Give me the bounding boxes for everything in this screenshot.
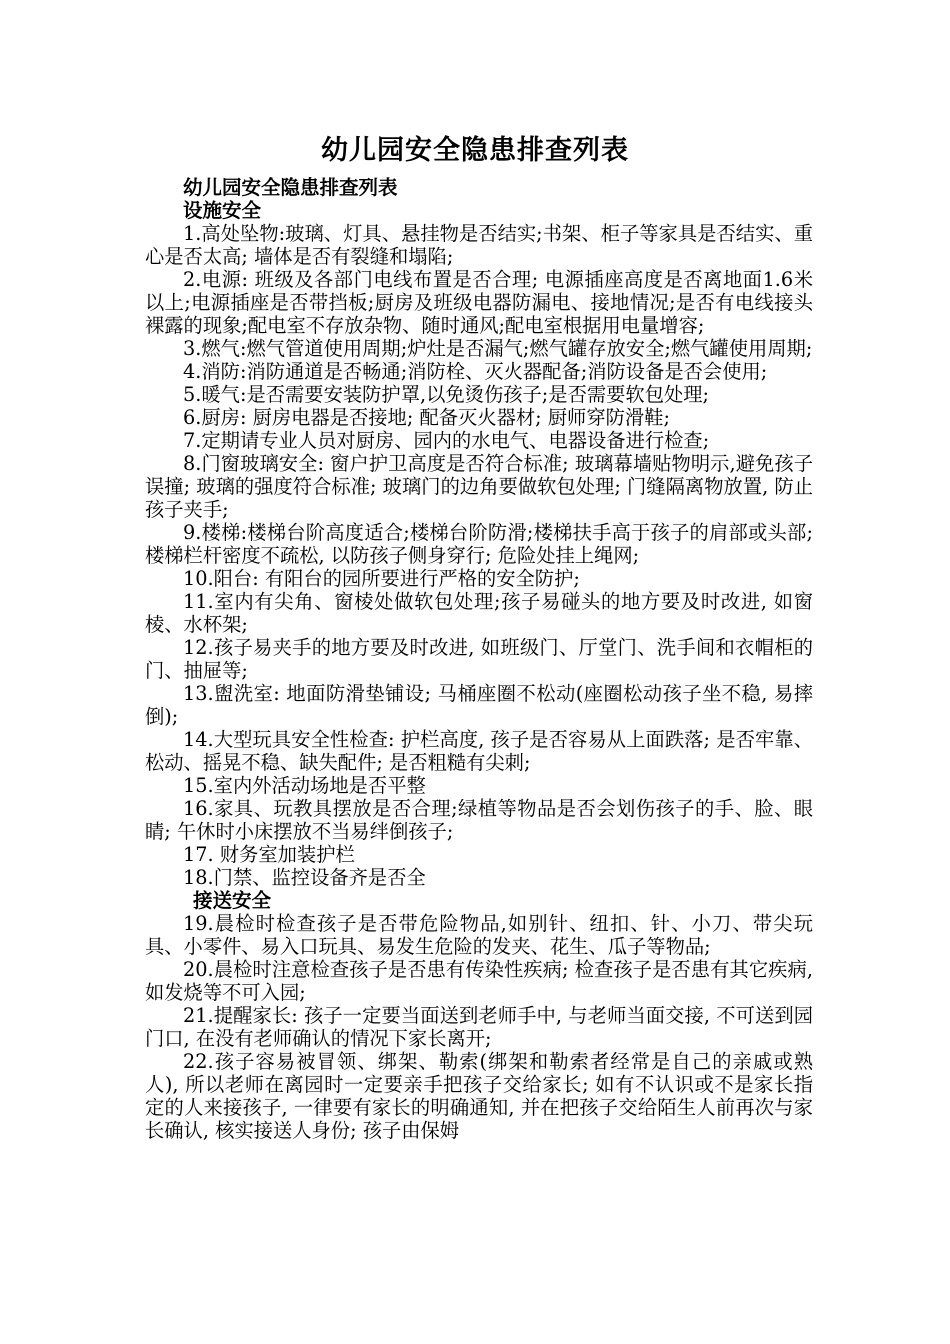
list-item: 15.室内外活动场地是否平整 — [183, 774, 426, 797]
list-item: 10.阳台: 有阳台的园所要进行严格的安全防护; — [183, 567, 580, 590]
section-heading-pickup-safety: 接送安全 — [193, 889, 272, 912]
list-item: 4.消防:消防通道是否畅通;消防栓、灭火器配备;消防设备是否会使用; — [183, 360, 768, 383]
list-item: 22.孩子容易被冒领、绑架、勒索(绑架和勒索者经常是自己的亲戚或熟人), 所以老师在离园时一定要亲手把孩子交给家长; 如有不认识或不是家长指定的人来接孩子, 一律要有家长的明确通知, 并在把孩子交给陌生人前再次与家长确认, 核实接送人身份; 孩子由保姆 — [145, 1050, 813, 1142]
list-item: 20.晨检时注意检查孩子是否患有传染性疾病; 检查孩子是否患有其它疾病, 如发烧等不可入园; — [145, 958, 813, 1004]
document-title: 幼儿园安全隐患排查列表 — [321, 135, 629, 166]
list-item: 2.电源: 班级及各部门电线布置是否合理; 电源插座高度是否离地面1.6米以上;电源插座是否带挡板;厨房及班级电器防漏电、接地情况;是否有电线接头裸露的现象;配电室不存放杂物、随时通风;配电室根据用电量增容; — [145, 268, 813, 337]
list-item: 19.晨检时检查孩子是否带危险物品,如别针、纽扣、针、小刀、带尖玩具、小零件、易入口玩具、易发生危险的发夹、花生、瓜子等物品; — [145, 912, 813, 958]
list-item: 5.暖气:是否需要安装防护罩,以免烫伤孩子;是否需要软包处理; — [183, 383, 710, 406]
list-item: 21.提醒家长: 孩子一定要当面送到老师手中, 与老师当面交接, 不可送到园门口, 在没有老师确认的情况下家长离开; — [145, 1004, 813, 1050]
list-item: 17. 财务室加装护栏 — [183, 843, 355, 866]
list-item: 9.楼梯:楼梯台阶高度适合;楼梯台阶防滑;楼梯扶手高于孩子的肩部或头部; 楼梯栏杆密度不疏松, 以防孩子侧身穿行; 危险处挂上绳网; — [145, 521, 813, 567]
document-subtitle: 幼儿园安全隐患排查列表 — [183, 176, 398, 199]
list-item: 13.盥洗室: 地面防滑垫铺设; 马桶座圈不松动(座圈松动孩子坐不稳, 易摔倒); — [145, 682, 813, 728]
list-item: 7.定期请专业人员对厨房、园内的水电气、电器设备进行检查; — [183, 429, 710, 452]
list-item: 14.大型玩具安全性检查: 护栏高度, 孩子是否容易从上面跌落; 是否牢靠、松动、摇晃不稳、缺失配件; 是否粗糙有尖刺; — [145, 728, 813, 774]
list-item: 6.厨房: 厨房电器是否接地; 配备灭火器材; 厨师穿防滑鞋; — [183, 406, 670, 429]
list-item: 18.门禁、监控设备齐是否全 — [183, 866, 426, 889]
list-item: 11.室内有尖角、窗棱处做软包处理;孩子易碰头的地方要及时改进, 如窗棱、水杯架; — [145, 590, 813, 636]
list-item: 12.孩子易夹手的地方要及时改进, 如班级门、厅堂门、洗手间和衣帽柜的门、抽屉等; — [145, 636, 813, 682]
list-item: 3.燃气:燃气管道使用周期;炉灶是否漏气;燃气罐存放安全;燃气罐使用周期; — [183, 337, 813, 360]
list-item: 8.门窗玻璃安全: 窗户护卫高度是否符合标准; 玻璃幕墙贴物明示,避免孩子误撞; 玻璃的强度符合标准; 玻璃门的边角要做软包处理; 门缝隔离物放置, 防止孩子夹手; — [145, 452, 813, 521]
list-item: 16.家具、玩教具摆放是否合理;绿植等物品是否会划伤孩子的手、脸、眼睛; 午休时小床摆放不当易绊倒孩子; — [145, 797, 813, 843]
document-body — [145, 176, 813, 1142]
section-heading-facility-safety: 设施安全 — [183, 199, 262, 222]
list-item: 1.高处坠物:玻璃、灯具、悬挂物是否结实;书架、柜子等家具是否结实、重心是否太高; 墙体是否有裂缝和塌陷; — [145, 222, 813, 268]
